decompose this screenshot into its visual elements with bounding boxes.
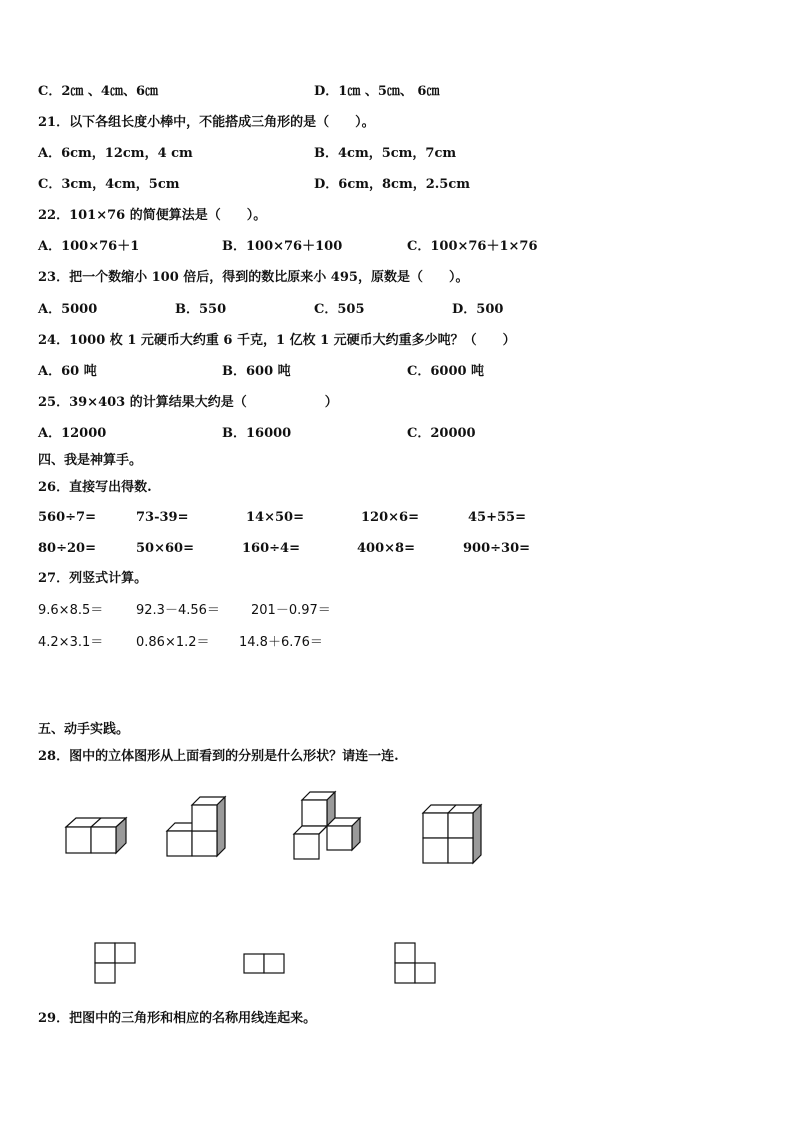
q20-option-c: C．2㎝ 、4㎝、6㎝ bbox=[38, 84, 159, 99]
section-5-title: 五、动手实践。 bbox=[38, 722, 130, 737]
q20-option-d: D．1㎝ 、5㎝、 6㎝ bbox=[314, 84, 440, 99]
q21-stem: 21．以下各组长度小棒中，不能搭成三角形的是（ ）。 bbox=[38, 115, 375, 130]
solid-figure-4 bbox=[423, 805, 481, 863]
q28-stem: 28．图中的立体图形从上面看到的分别是什么形状？请连一连. bbox=[38, 749, 399, 764]
q27-r2-c1: 4.2×3.1＝ bbox=[38, 635, 104, 650]
q24-option-a: A．60 吨 bbox=[38, 364, 97, 379]
solid-figure-2 bbox=[167, 797, 225, 856]
solid-figure-1 bbox=[66, 818, 126, 853]
q26-r1-c3: 14×50= bbox=[246, 510, 304, 525]
q29-stem: 29．把图中的三角形和相应的名称用线连起来。 bbox=[38, 1011, 317, 1026]
q26-r2-c1: 80÷20= bbox=[38, 541, 96, 556]
q25-option-a: A．12000 bbox=[38, 426, 107, 441]
q22-option-c: C．100×76＋1×76 bbox=[407, 239, 538, 254]
q24-stem: 24．1000 枚 1 元硬币大约重 6 千克，1 亿枚 1 元硬币大约重多少吨？（ ） bbox=[38, 333, 516, 348]
q21-option-b: B．4cm，5cm，7cm bbox=[314, 146, 457, 161]
q26-r1-c4: 120×6= bbox=[361, 510, 419, 525]
top-view-1 bbox=[95, 943, 135, 983]
q26-r1-c5: 45+55= bbox=[468, 510, 526, 525]
q24-option-c: C．6000 吨 bbox=[407, 364, 485, 379]
q21-option-d: D．6cm，8cm，2.5cm bbox=[314, 177, 470, 192]
q21-option-a: A．6cm，12cm，4 cm bbox=[38, 146, 193, 161]
q26-stem: 26．直接写出得数. bbox=[38, 480, 152, 495]
q27-r2-c2: 0.86×1.2＝ bbox=[136, 635, 210, 650]
q23-stem: 23．把一个数缩小 100 倍后，得到的数比原来小 495，原数是（ ）。 bbox=[38, 270, 469, 285]
q26-r2-c3: 160÷4= bbox=[242, 541, 300, 556]
q25-option-c: C．20000 bbox=[407, 426, 476, 441]
q27-r1-c3: 201－0.97＝ bbox=[251, 603, 331, 618]
q26-r2-c5: 900÷30= bbox=[463, 541, 531, 556]
q23-option-b: B．550 bbox=[175, 302, 227, 317]
q26-r2-c4: 400×8= bbox=[357, 541, 415, 556]
q22-option-b: B．100×76＋100 bbox=[222, 239, 343, 254]
q23-option-c: C．505 bbox=[314, 302, 365, 317]
q24-option-b: B．600 吨 bbox=[222, 364, 291, 379]
q22-option-a: A．100×76＋1 bbox=[38, 239, 140, 254]
q27-r1-c2: 92.3－4.56＝ bbox=[136, 603, 220, 618]
q26-r1-c1: 560÷7= bbox=[38, 510, 96, 525]
q23-option-a: A．5000 bbox=[38, 302, 98, 317]
q27-r2-c3: 14.8＋6.76＝ bbox=[239, 635, 323, 650]
q22-stem: 22．101×76 的简便算法是（ ）。 bbox=[38, 208, 267, 223]
q25-stem: 25．39×403 的计算结果大约是（ ） bbox=[38, 395, 338, 410]
q26-r1-c2: 73-39= bbox=[136, 510, 189, 525]
section-4-title: 四、我是神算手。 bbox=[38, 453, 143, 468]
q27-r1-c1: 9.6×8.5＝ bbox=[38, 603, 104, 618]
solid-figure-3 bbox=[294, 792, 360, 859]
q27-stem: 27．列竖式计算。 bbox=[38, 571, 148, 586]
q25-option-b: B．16000 bbox=[222, 426, 292, 441]
q21-option-c: C．3cm，4cm，5cm bbox=[38, 177, 180, 192]
q23-option-d: D．500 bbox=[452, 302, 504, 317]
q26-r2-c2: 50×60= bbox=[136, 541, 194, 556]
top-view-2 bbox=[244, 954, 284, 973]
top-view-3 bbox=[395, 943, 435, 983]
